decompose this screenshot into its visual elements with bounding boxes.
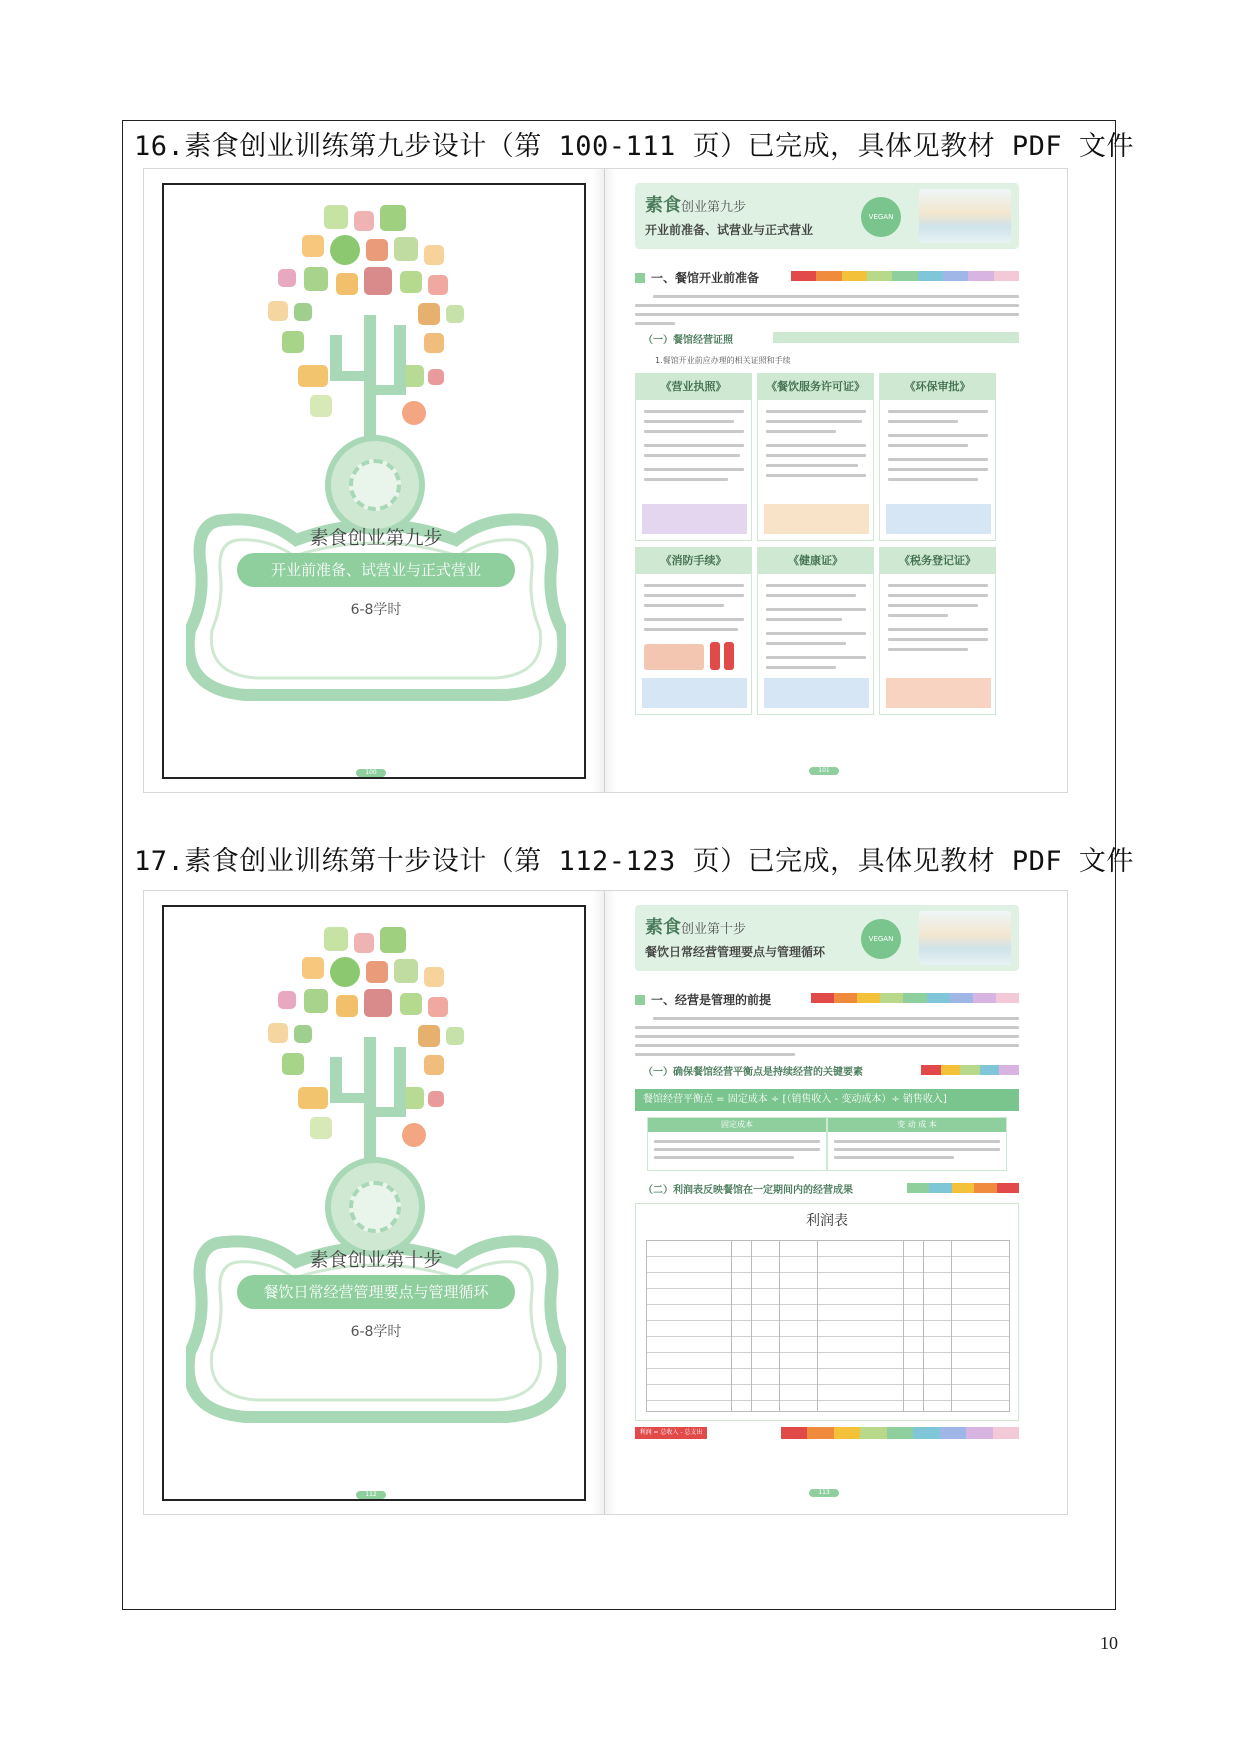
license-card: 《税务登记证》 xyxy=(879,547,996,715)
flower-medallion xyxy=(325,1157,425,1257)
section-heading: 一、经营是管理的前提 xyxy=(635,991,771,1008)
license-card: 《消防手续》 xyxy=(635,547,752,715)
step-title: 素食创业第九步 xyxy=(309,527,443,549)
flower-medallion xyxy=(325,435,425,535)
section-title-17: 17.素食创业训练第十步设计（第 112-123 页）已完成，具体见教材 PDF 文件 xyxy=(134,846,1134,877)
intro-paragraph xyxy=(635,295,1019,335)
left-page-step-10 xyxy=(162,905,586,1501)
landscape-image xyxy=(919,911,1011,965)
right-page-step-9 xyxy=(621,183,1053,779)
step-subtitle-pill: 餐饮日常经营管理要点与管理循环 xyxy=(237,1275,515,1309)
spread-fold xyxy=(604,169,605,792)
license-card: 《健康证》 xyxy=(757,547,874,715)
vegan-badge-icon: VEGAN xyxy=(861,919,901,959)
rainbow-bar-small xyxy=(907,1183,1019,1193)
rainbow-bar-small xyxy=(921,1065,1019,1075)
spread-fold xyxy=(604,891,605,1514)
variable-cost-box: 变 动 成 本 xyxy=(827,1117,1007,1171)
sub-heading-1: （一）确保餐馆经营平衡点是持续经营的关键要素 xyxy=(643,1067,863,1078)
license-card: 《营业执照》 xyxy=(635,373,752,541)
book-spread-step-10 xyxy=(143,890,1068,1515)
banner-subtitle: 开业前准备、试营业与正式营业 xyxy=(645,223,814,237)
food-tree-illustration xyxy=(268,205,468,435)
page-number: 10 xyxy=(1100,1633,1118,1653)
list-heading: 1.餐馆开业前应办理的相关证照和手续 xyxy=(655,356,791,365)
step-subtitle-pill: 开业前准备、试营业与正式营业 xyxy=(237,553,515,587)
license-card: 《餐饮服务许可证》 xyxy=(757,373,874,541)
license-card: 《环保审批》 xyxy=(879,373,996,541)
vegan-badge-icon: VEGAN xyxy=(861,197,901,237)
section-title-16: 16.素食创业训练第九步设计（第 100-111 页）已完成，具体见教材 PDF 文件 xyxy=(134,131,1134,162)
rainbow-bar xyxy=(791,271,1019,281)
section-heading: 一、餐馆开业前准备 xyxy=(635,269,759,286)
page-number-left: 100 xyxy=(356,769,386,777)
banner-subtitle: 餐饮日常经营管理要点与管理循环 xyxy=(645,945,826,959)
intro-paragraph xyxy=(635,1017,1019,1057)
landscape-image xyxy=(919,189,1011,243)
right-page-step-10 xyxy=(621,905,1053,1501)
food-tree-illustration xyxy=(268,927,468,1157)
page-number-right: 113 xyxy=(809,1489,839,1497)
income-statement-grid xyxy=(646,1240,1010,1412)
rainbow-bar-bottom xyxy=(781,1427,1019,1439)
break-even-formula: 餐馆经营平衡点 = 固定成本 ÷ [（销售收入 - 变动成本）÷ 销售收入] xyxy=(635,1089,1019,1111)
fixed-cost-box: 固定成本 xyxy=(647,1117,827,1171)
step-hours: 6-8学时 xyxy=(350,1324,402,1340)
banner-brand: 素食创业第十步 xyxy=(645,917,747,938)
chapter-banner xyxy=(635,183,1019,249)
page-number-right: 101 xyxy=(809,767,839,775)
profit-formula-tag: 利润 = 总收入 - 总支出 xyxy=(635,1427,707,1439)
step-hours: 6-8学时 xyxy=(350,602,402,618)
income-statement xyxy=(635,1203,1019,1421)
sub-heading-note xyxy=(773,332,1019,343)
page-number-left: 112 xyxy=(356,1491,386,1499)
rainbow-bar xyxy=(811,993,1019,1003)
chapter-banner xyxy=(635,905,1019,971)
banner-brand: 素食创业第九步 xyxy=(645,195,747,216)
book-spread-step-9 xyxy=(143,168,1068,793)
income-statement-title: 利润表 xyxy=(806,1213,848,1229)
left-page-step-9 xyxy=(162,183,586,779)
step-title: 素食创业第十步 xyxy=(309,1249,443,1271)
sub-heading-2: （二）利润表反映餐馆在一定期间内的经营成果 xyxy=(643,1185,853,1196)
sub-heading: （一）餐馆经营证照 xyxy=(643,335,733,346)
